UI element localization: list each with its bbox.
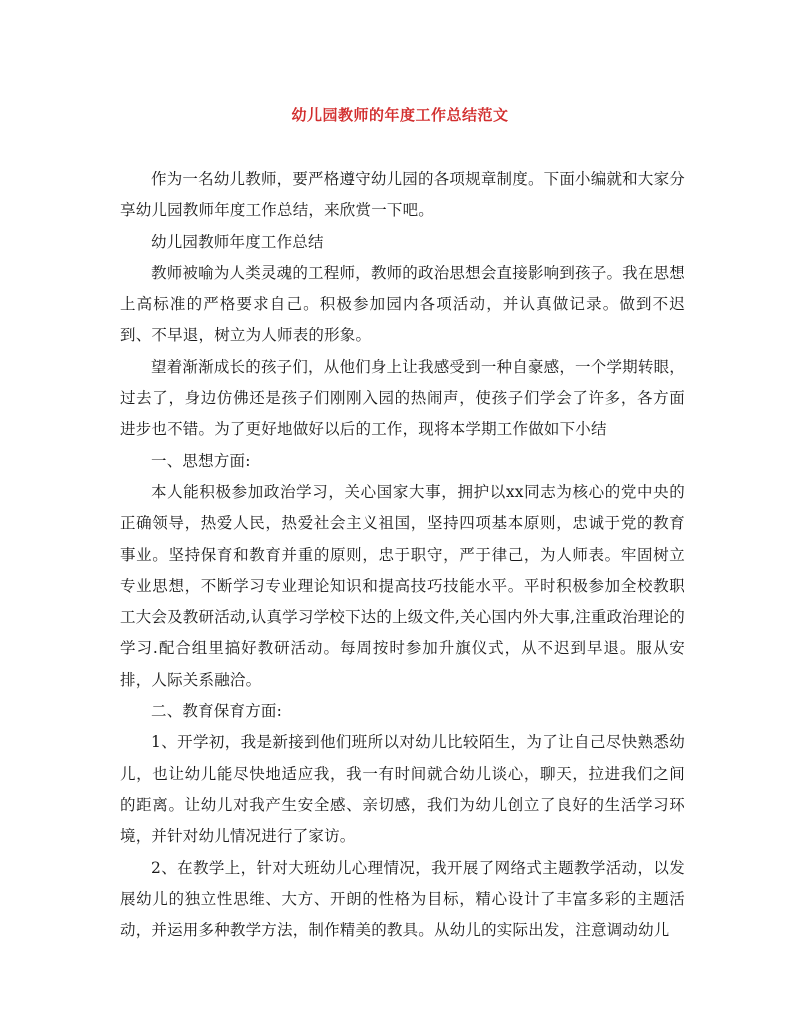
- document-body: [120, 164, 685, 946]
- paragraph-subtitle: 幼儿园教师年度工作总结: [151, 232, 324, 251]
- section-heading-education: 二、教育保育方面:: [151, 702, 283, 721]
- section-heading-ideology: 一、思想方面:: [151, 451, 251, 470]
- document-title: 幼儿园教师的年度工作总结范文: [291, 106, 509, 124]
- paragraph-teacher-role: 教师被喻为人类灵魂的工程师，教师的政治思想会直接影响到孩子。我在思想上高标准的严格要求自己。积极参加园内各项活动，并认真做记录。做到不迟到、不早退，树立为人师表的形象。: [120, 263, 685, 345]
- paragraph-education-item-2: 2、在教学上，针对大班幼儿心理情况，我开展了网络式主题教学活动，以发展幼儿的独立性思维、大方、开朗的性格为目标，精心设计了丰富多彩的主题活动，并运用多种教学方法，制作精美的教具。从幼儿的实际出发，注意调动幼儿: [120, 858, 685, 940]
- paragraph-intro: 作为一名幼儿教师，要严格遵守幼儿园的各项规章制度。下面小编就和大家分享幼儿园教师年度工作总结，来欣赏一下吧。: [120, 170, 685, 220]
- paragraph-education-item-1: 1、开学初，我是新接到他们班所以对幼儿比较陌生，为了让自己尽快熟悉幼儿，也让幼儿能尽快地适应我，我一有时间就合幼儿谈心，聊天，拉进我们之间的距离。让幼儿对我产生安全感、亲切感，我们为幼儿创立了良好的生活学习环境，并针对幼儿情况进行了家访。: [120, 733, 685, 846]
- paragraph-semester-summary: 望着渐渐成长的孩子们，从他们身上让我感受到一种自豪感，一个学期转眼，过去了，身边仿佛还是孩子们刚刚入园的热闹声，使孩子们学会了许多，各方面进步也不错。为了更好地做好以后的工作，现将本学期工作做如下小结: [120, 357, 685, 439]
- paragraph-ideology: 本人能积极参加政治学习，关心国家大事，拥护以xx同志为核心的党中央的正确领导，热爱人民，热爱社会主义祖国，坚持四项基本原则，忠诚于党的教育事业。坚持保育和教育并重的原则，忠于职守，严于律己，为人师表。牢固树立专业思想，不断学习专业理论知识和提高技巧技能水平。平时积极参加全校教职工大会及教研活动,认真学习学校下达的上级文件,关心国内外大事,注重政治理论的学习.配合组里搞好教研活动。每周按时参加升旗仪式，从不迟到早退。服从安排，人际关系融洽。: [120, 482, 685, 689]
